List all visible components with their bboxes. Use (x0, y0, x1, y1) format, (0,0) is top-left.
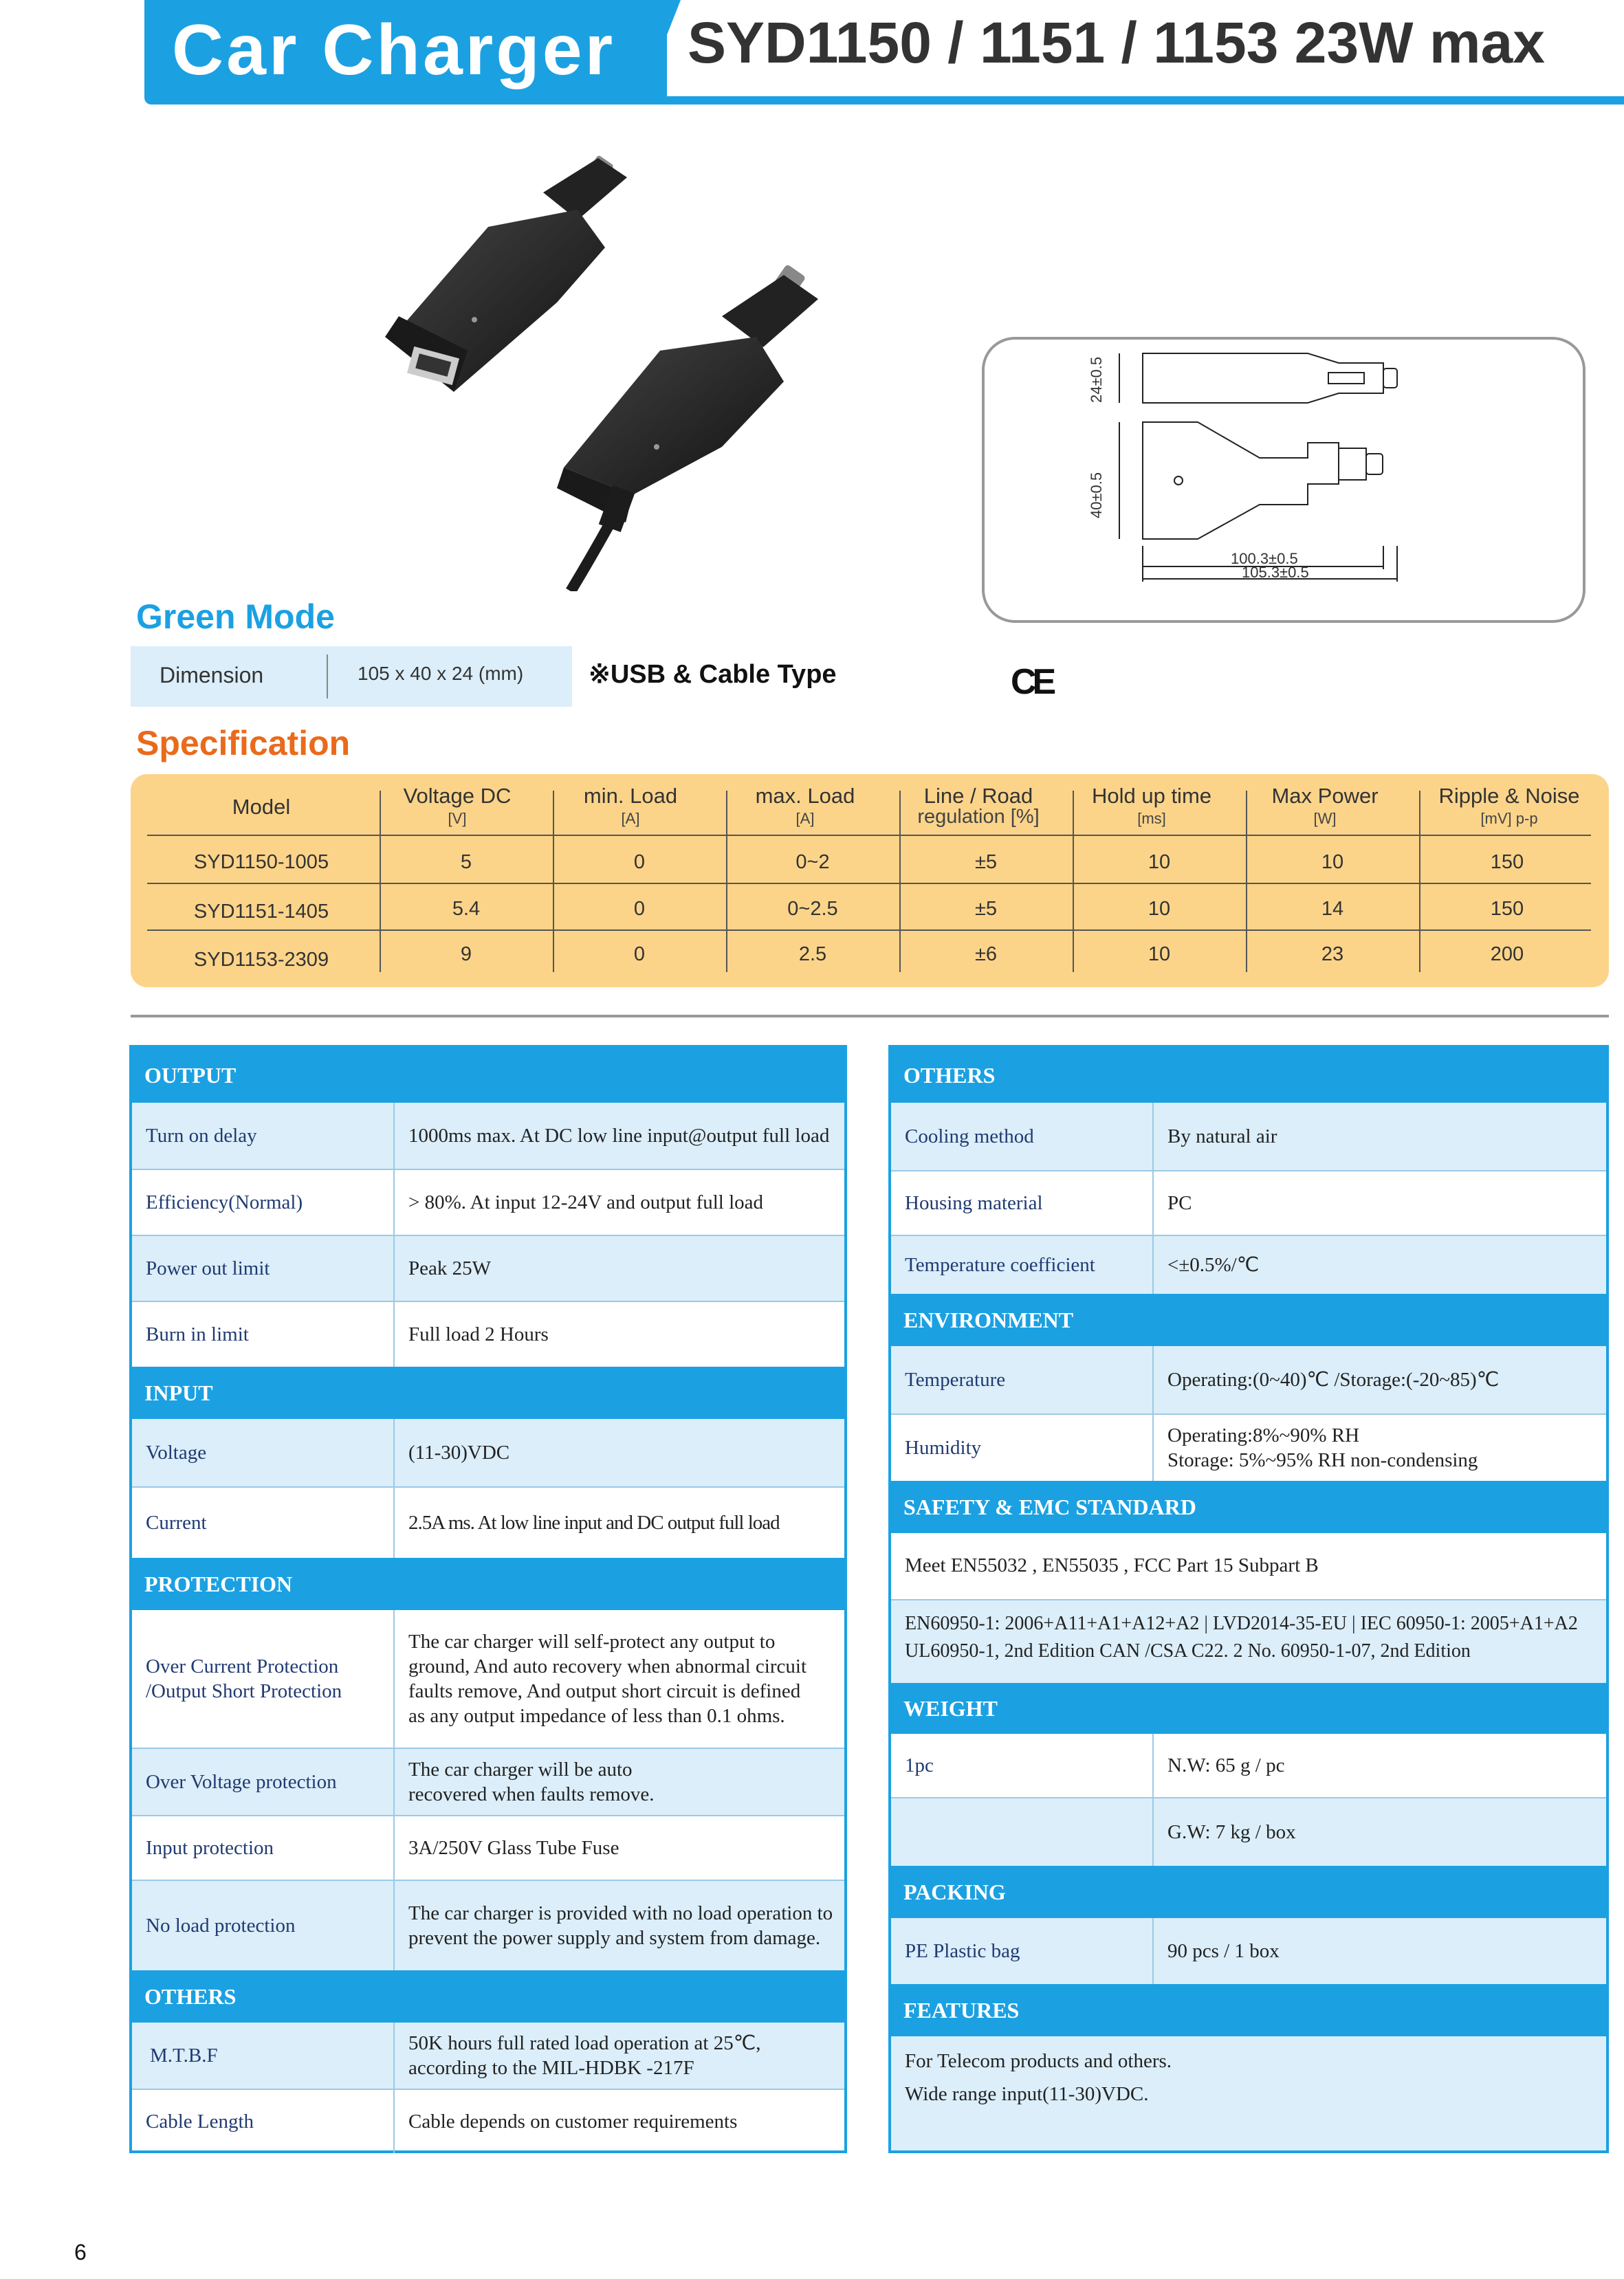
row-value: By natural air (1152, 1103, 1602, 1170)
row-label: Input protection (146, 1836, 274, 1859)
row-rule (147, 883, 1591, 884)
table-cell: 10 (1321, 851, 1344, 873)
row-label: No load protection (146, 1914, 296, 1937)
left-spec-panel (129, 1045, 847, 2153)
table-row (132, 1748, 844, 1815)
dim-length2-label: 105.3±0.5 (1242, 564, 1309, 581)
row-label: Temperature (905, 1368, 1006, 1391)
feature-line: Wide range input(11-30)VDC. (905, 2083, 1149, 2105)
table-row (132, 1235, 844, 1301)
table-row (891, 1235, 1606, 1294)
dimension-value: 105 x 40 x 24 (mm) (358, 663, 524, 684)
table-row (132, 2023, 844, 2089)
table-cell: ±5 (974, 851, 998, 873)
section-divider (131, 1015, 1609, 1017)
table-row (132, 1610, 844, 1748)
header-rule (147, 835, 1591, 836)
table-cell: 0~2 (795, 851, 830, 873)
row-value: PC (1152, 1171, 1602, 1235)
table-row (132, 1301, 844, 1367)
table-row (891, 1918, 1606, 1984)
row-value: Peak 25W (393, 1236, 840, 1301)
row-value: G.W: 7 kg / box (1152, 1798, 1602, 1866)
row-label: M.T.B.F (150, 2044, 218, 2067)
row-label: Burn in limit (146, 1323, 249, 1345)
col-header-hold-up: Hold up time (1091, 784, 1212, 808)
ce-mark: CE (1011, 662, 1053, 702)
others-header: OTHERS (891, 1048, 1606, 1103)
row-label: Current (146, 1511, 207, 1534)
table-cell: SYD1153-2309 (193, 949, 329, 971)
col-unit-hold-up: [ms] (1137, 810, 1166, 827)
col-unit-min-load: [A] (621, 810, 640, 827)
table-cell: 0 (633, 898, 646, 920)
table-row (891, 1103, 1606, 1170)
col-unit-line-road: regulation [%] (917, 806, 1040, 828)
table-cell: 150 (1490, 851, 1524, 873)
table-cell: ±6 (974, 943, 998, 965)
col-unit-voltage: [V] (448, 810, 467, 827)
environment-header: ENVIRONMENT (891, 1294, 1606, 1346)
row-value: 2.5A ms. At low line input and DC output full load (393, 1488, 840, 1558)
row-label: Turn on delay (146, 1124, 257, 1147)
row-value: The car charger will self-protect any output to ground, And auto recovery when abnormal circuit faults remove, And output short circuit is defined as any output impedance of less than 0.1 ohms. (393, 1610, 840, 1748)
dimension-label: Dimension (160, 663, 264, 687)
row-value: Cable depends on customer requirements (393, 2090, 840, 2153)
safety-ul-line: UL60950-1, 2nd Edition CAN /CSA C22. 2 No. 60950-1-07, 2nd Edition (905, 1640, 1471, 1662)
green-mode-title: Green Mode (136, 597, 335, 636)
row-label: Humidity (905, 1436, 982, 1459)
row-label: Cable Length (146, 2110, 254, 2133)
table-cell: ±5 (974, 898, 998, 920)
table-row (891, 1599, 1606, 1683)
table-cell: 200 (1490, 943, 1524, 965)
table-row (132, 2089, 844, 2153)
row-value: 3A/250V Glass Tube Fuse (393, 1816, 840, 1880)
col-header-max-load: max. Load (755, 784, 855, 808)
dimension-drawing (982, 337, 1585, 623)
col-header-model: Model (232, 795, 291, 819)
col-header-line-road: Line / Road (923, 784, 1033, 808)
row-value: Operating:8%~90% RH Storage: 5%~95% RH non-condensing (1152, 1415, 1602, 1481)
table-cell: 23 (1321, 943, 1344, 965)
row-label: Voltage (146, 1441, 207, 1464)
table-cell: 5.4 (452, 898, 481, 920)
protection-header: PROTECTION (132, 1558, 844, 1610)
row-label: Cooling method (905, 1125, 1034, 1147)
table-cell: 0 (633, 943, 646, 965)
safety-header: SAFETY & EMC STANDARD (891, 1481, 1606, 1533)
row-value: <±0.5%/℃ (1152, 1236, 1602, 1294)
row-value: Full load 2 Hours (393, 1302, 840, 1367)
model-title: SYD1150 / 1151 / 1153 23W max (688, 10, 1545, 75)
safety-standards-line: Meet EN55032 , EN55035 , FCC Part 15 Subpart B (905, 1554, 1319, 1577)
col-header-max-power: Max Power (1271, 784, 1379, 808)
row-label: Over Current Protection /Output Short Protection (146, 1655, 342, 1702)
input-header: INPUT (132, 1367, 844, 1419)
header-banner-slant (639, 0, 681, 104)
table-row (891, 1170, 1606, 1235)
feature-line: For Telecom products and others. (905, 2050, 1172, 2072)
col-header-min-load: min. Load (583, 784, 678, 808)
row-value: 1000ms max. At DC low line input@output full load (393, 1103, 840, 1169)
table-cell: 9 (460, 943, 472, 965)
table-cell: 10 (1148, 851, 1171, 873)
row-label: Efficiency(Normal) (146, 1191, 303, 1213)
table-cell: 150 (1490, 898, 1524, 920)
table-row (891, 1734, 1606, 1797)
row-label: PE Plastic bag (905, 1939, 1020, 1962)
output-header: OUTPUT (132, 1048, 844, 1103)
packing-header: PACKING (891, 1866, 1606, 1918)
row-value: 90 pcs / 1 box (1152, 1918, 1602, 1984)
type-note: ※USB & Cable Type (589, 660, 837, 689)
table-cell: 2.5 (798, 943, 827, 965)
row-value: 50K hours full rated load operation at 25℃, according to the MIL-HDBK -217F (393, 2023, 840, 2089)
col-header-voltage: Voltage DC (403, 784, 512, 808)
dim-height-label: 24±0.5 (1088, 356, 1105, 403)
table-cell: 14 (1321, 898, 1344, 920)
row-value: > 80%. At input 12-24V and output full load (393, 1170, 840, 1235)
row-value: The car charger is provided with no load operation to prevent the power supply and system from damage. (393, 1881, 840, 1970)
row-label: Over Voltage protection (146, 1770, 337, 1793)
header-underline (660, 96, 1624, 104)
table-row (132, 1169, 844, 1235)
features-header: FEATURES (891, 1984, 1606, 2036)
table-cell: 0 (633, 851, 646, 873)
table-row (891, 1413, 1606, 1481)
table-cell: 5 (460, 851, 472, 873)
table-cell: SYD1150-1005 (193, 851, 329, 873)
specification-title: Specification (136, 724, 351, 762)
dim-width-label: 40±0.5 (1088, 472, 1105, 518)
table-cell: 10 (1148, 943, 1171, 965)
col-unit-ripple: [mV] p-p (1480, 810, 1538, 827)
table-row (132, 1815, 844, 1880)
row-label: Housing material (905, 1191, 1043, 1214)
row-label: 1pc (905, 1754, 934, 1776)
table-row (132, 1419, 844, 1486)
row-label: Power out limit (146, 1257, 270, 1279)
row-value: N.W: 65 g / pc (1152, 1734, 1602, 1797)
table-row (891, 1797, 1606, 1866)
table-cell: SYD1151-1405 (193, 901, 329, 923)
row-value: The car charger will be auto recovered when faults remove. (393, 1749, 840, 1815)
col-header-ripple: Ripple & Noise (1438, 784, 1580, 808)
dimension-separator (327, 654, 328, 698)
right-spec-panel (888, 1045, 1609, 2153)
table-cell: 10 (1148, 898, 1171, 920)
safety-iec-line: EN60950-1: 2006+A11+A1+A12+A2 | LVD2014-35-EU | IEC 60950-1: 2005+A1+A2 (905, 1613, 1578, 1634)
row-rule (147, 929, 1591, 931)
table-row (132, 1880, 844, 1970)
page-title: Car Charger (172, 10, 616, 90)
table-row (132, 1103, 844, 1169)
table-row (891, 1346, 1606, 1413)
cable-charger-photo (550, 261, 839, 591)
table-row (891, 1533, 1606, 1599)
row-value: (11-30)VDC (393, 1419, 840, 1486)
table-cell: 0~2.5 (787, 898, 838, 920)
table-row (891, 2036, 1606, 2150)
others-header: OTHERS (132, 1970, 844, 2023)
col-unit-max-power: [W] (1313, 810, 1337, 827)
table-row (132, 1486, 844, 1558)
row-value: Operating:(0~40)℃ /Storage:(-20~85)℃ (1152, 1346, 1602, 1413)
row-label: Temperature coefficient (905, 1253, 1095, 1276)
dim-length1-label: 100.3±0.5 (1231, 550, 1298, 567)
weight-header: WEIGHT (891, 1683, 1606, 1734)
page-number: 6 (74, 2240, 87, 2265)
specification-table (131, 774, 1609, 987)
col-unit-max-load: [A] (795, 810, 815, 827)
